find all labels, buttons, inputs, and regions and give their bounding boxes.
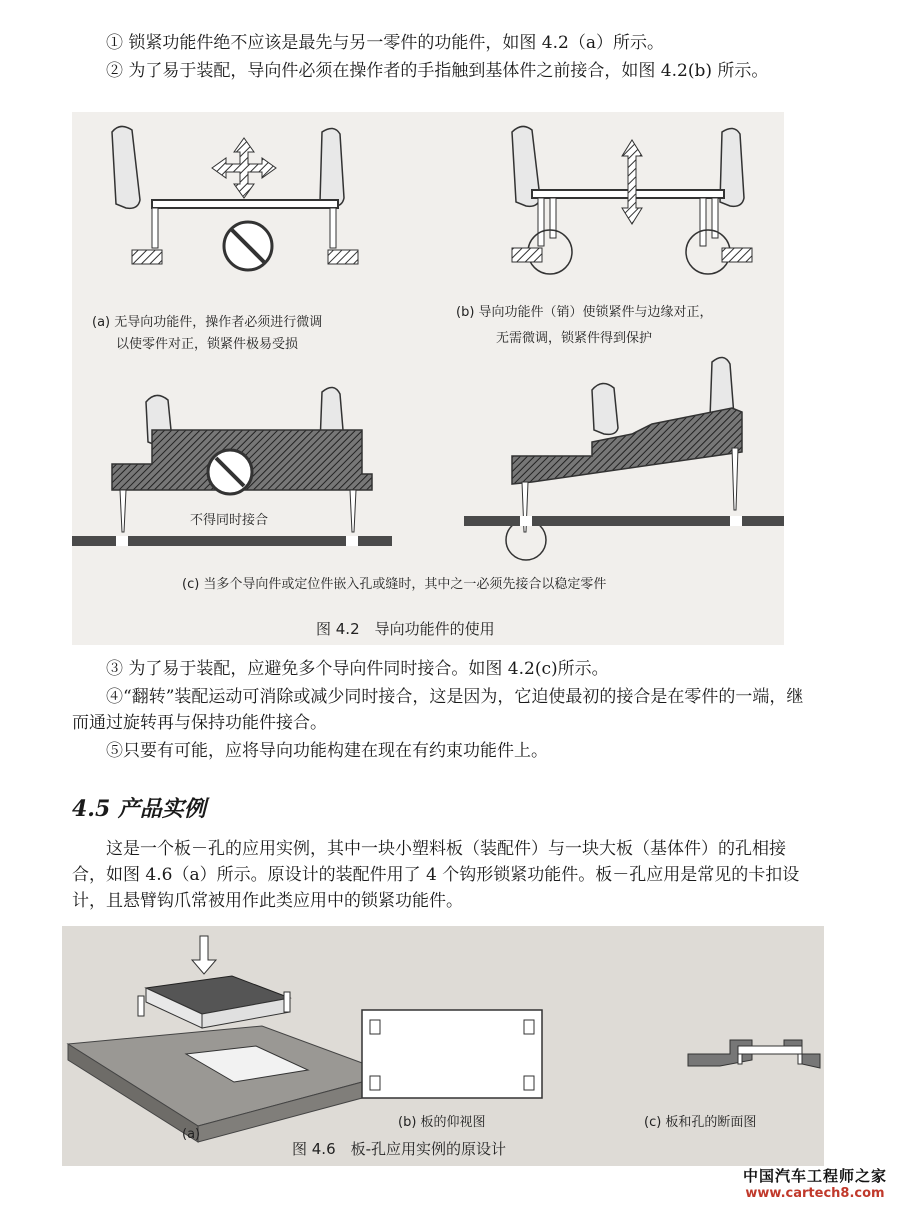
panel-c-right (464, 357, 784, 560)
paragraph-4: ④“翻转”装配运动可消除或减少同时接合，这是因为，它迫使最初的接合是在零件的一端，继而通过旋转再与保持功能件接合。 (72, 687, 804, 733)
fig46-panel-b (362, 1010, 542, 1130)
fig46-panel-a (68, 936, 392, 1142)
paragraph-5: ⑤只要有可能，应将导向功能构建在现在有约束功能件上。 (106, 741, 548, 761)
panel-a (92, 126, 358, 352)
figure-4-2-title: 图 4.2 导向功能件的使用 (316, 620, 495, 638)
fig46-panel-c (644, 1040, 820, 1130)
fig46-label-a: (a) (182, 1127, 201, 1142)
section-heading: 4.5 产品实例 (72, 796, 206, 822)
fig46-label-b: (b) 板的仰视图 (398, 1115, 486, 1130)
paragraph-3: ③ 为了易于装配，应避免多个导向件同时接合。如图 4.2(c)所示。 (106, 659, 609, 679)
site-watermark (743, 1165, 887, 1201)
caption-a-line2: 以使零件对正，锁紧件极易受损 (116, 337, 299, 352)
figure-4-2 (72, 112, 784, 645)
paragraph-1: ① 锁紧功能件绝不应该是最先与另一零件的功能件，如图 4.2（a）所示。 (106, 33, 664, 53)
figure-4-2-drawing (72, 112, 784, 645)
panel-c-left (72, 387, 392, 546)
caption-b-line2: 无需微调，锁紧件得到保护 (496, 331, 653, 346)
brand-url: www.cartech8.com (745, 1186, 885, 1201)
panel-b (456, 126, 752, 346)
paragraph-2: ② 为了易于装配，导向件必须在操作者的手指触到基体件之前接合，如图 4.2(b) 所示。 (106, 61, 769, 81)
fig46-label-c: (c) 板和孔的断面图 (644, 1115, 757, 1130)
brand-name: 中国汽车工程师之家 (742, 1167, 887, 1185)
label-c-inner: 不得同时接合 (190, 513, 269, 528)
caption-b-line1: (b) 导向功能件（销）使锁紧件与边缘对正， (456, 305, 713, 320)
caption-c: (c) 当多个导向件或定位件嵌入孔或缝时，其中之一必须先接合以稳定零件 (182, 577, 607, 592)
figure-4-6-drawing (62, 926, 824, 1166)
section-body: 这是一个板－孔的应用实例，其中一块小塑料板（装配件）与一块大板（基体件）的孔相接合，如图 4.6（a）所示。原设计的装配件用了 4 个钩形锁紧功能件。板－孔应用是常见的卡扣设计，且悬臂钩爪常被用作此类应用中的锁紧功能件。 (72, 839, 800, 911)
figure-4-6-title: 图 4.6 板-孔应用实例的原设计 (292, 1140, 507, 1158)
caption-a-line1: (a) 无导向功能件，操作者必须进行微调 (92, 315, 323, 330)
figure-4-6 (62, 926, 824, 1166)
